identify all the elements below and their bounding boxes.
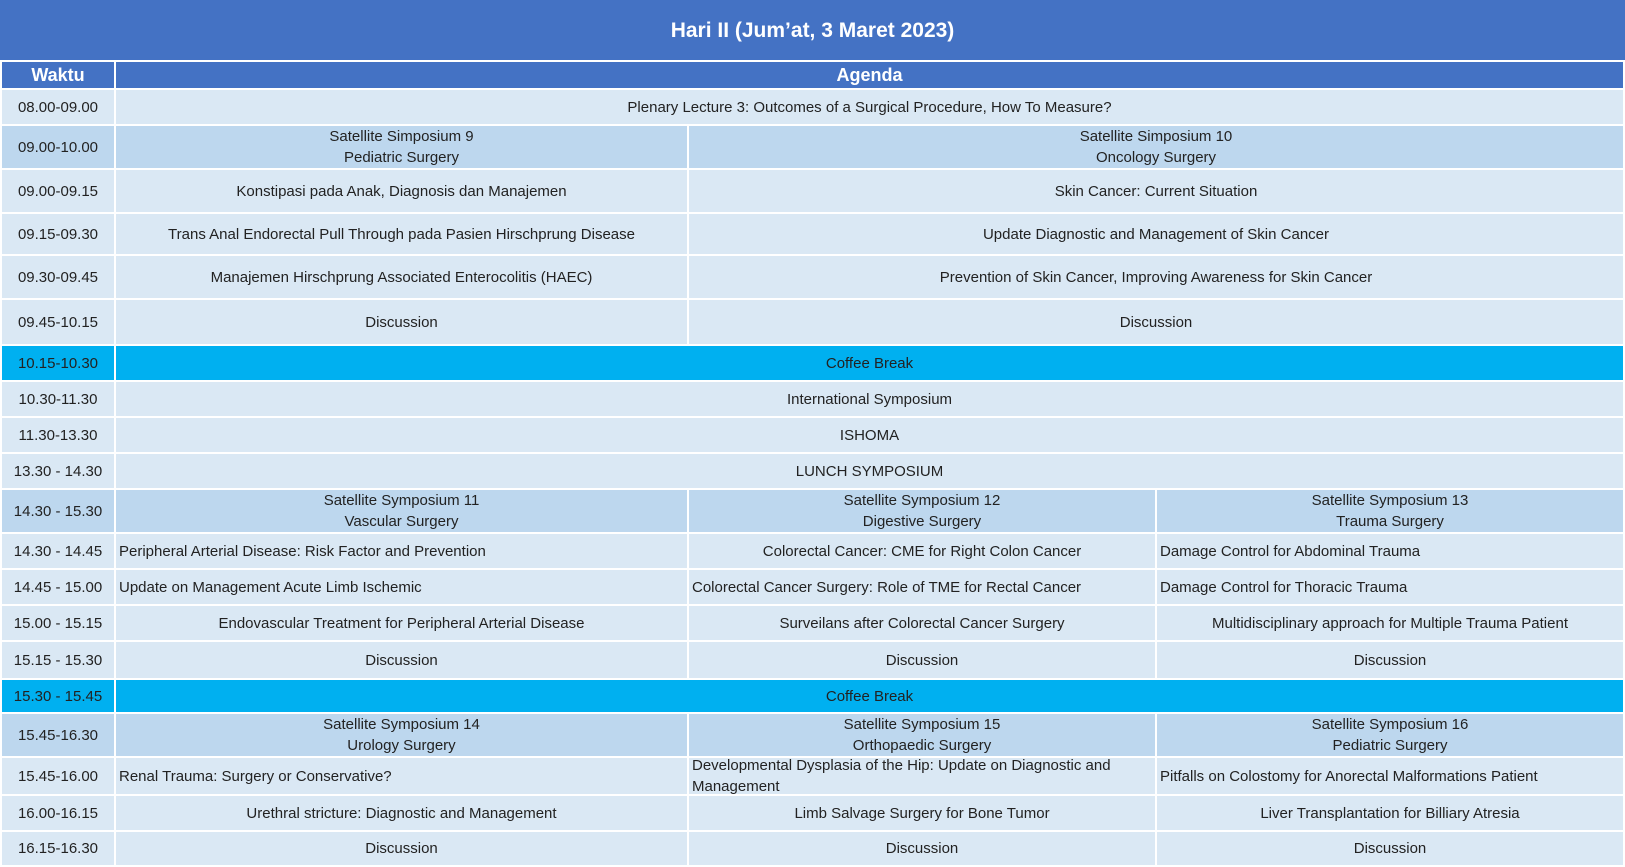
agenda-text: Vascular Surgery	[344, 513, 459, 530]
agenda-text: Limb Salvage Surgery for Bone Tumor	[794, 804, 1050, 822]
time-cell: 09.00-10.00	[2, 126, 114, 168]
agenda-cell	[116, 346, 1623, 380]
agenda-text: Satellite Simposium 9	[329, 128, 474, 145]
time-cell: 13.30 - 14.30	[2, 454, 114, 488]
agenda-text: International Symposium	[786, 390, 953, 408]
agenda-text: Satellite Symposium 15	[843, 716, 1001, 733]
agenda-text: Developmental Dysplasia of the Hip: Update on Diagnostic and Management	[692, 758, 1111, 794]
agenda-cell	[116, 714, 687, 756]
agenda-cell	[116, 454, 1623, 488]
agenda-text: Pitfalls on Colostomy for Anorectal Malformations Patient	[1160, 767, 1538, 785]
agenda-cell	[689, 256, 1623, 298]
agenda-text: Discussion	[1119, 313, 1193, 331]
agenda-cell	[1157, 534, 1623, 568]
agenda-text: Coffee Break	[825, 687, 914, 705]
time-cell: 14.30 - 14.45	[2, 534, 114, 568]
agenda-cell	[1157, 570, 1623, 604]
agenda-cell	[1157, 758, 1623, 794]
agenda-cell	[689, 570, 1155, 604]
header-time: Waktu	[2, 62, 114, 88]
agenda-cell	[116, 832, 687, 865]
agenda-cell	[689, 714, 1155, 756]
agenda-cell	[689, 214, 1623, 254]
agenda-text: Oncology Surgery	[1095, 149, 1217, 166]
time-cell: 15.00 - 15.15	[2, 606, 114, 640]
agenda-cell	[116, 534, 687, 568]
time-cell: 09.45-10.15	[2, 300, 114, 344]
agenda-text: Update Diagnostic and Management of Skin Cancer	[982, 225, 1330, 243]
agenda-cell	[116, 758, 687, 794]
agenda-text: Update on Management Acute Limb Ischemic	[119, 578, 422, 596]
agenda-text: Coffee Break	[825, 354, 914, 372]
agenda-text: Liver Transplantation for Billiary Atresia	[1260, 804, 1520, 822]
agenda-text: Prevention of Skin Cancer, Improving Awareness for Skin Cancer	[939, 268, 1373, 286]
agenda-cell	[116, 642, 687, 678]
agenda-text: Trauma Surgery	[1336, 513, 1444, 530]
agenda-text: Pediatric Surgery	[1332, 737, 1448, 754]
agenda-cell	[116, 214, 687, 254]
agenda-cell	[689, 642, 1155, 678]
header-agenda: Agenda	[116, 62, 1623, 88]
agenda-text: Discussion	[885, 840, 959, 857]
agenda-text: Manajemen Hirschprung Associated Enterocolitis (HAEC)	[210, 268, 593, 286]
agenda-cell	[116, 606, 687, 640]
time-cell: 09.15-09.30	[2, 214, 114, 254]
time-cell: 15.45-16.00	[2, 758, 114, 794]
agenda-text: Colorectal Cancer Surgery: Role of TME for Rectal Cancer	[692, 578, 1082, 596]
agenda-cell	[689, 796, 1155, 830]
agenda-text: Digestive Surgery	[862, 513, 982, 530]
agenda-text: Discussion	[1353, 840, 1427, 857]
time-cell: 15.15 - 15.30	[2, 642, 114, 678]
agenda-text: Endovascular Treatment for Peripheral Arterial Disease	[218, 614, 585, 632]
agenda-cell	[689, 606, 1155, 640]
agenda-cell	[116, 418, 1623, 452]
agenda-text: Surveilans after Colorectal Cancer Surgery	[779, 614, 1065, 632]
agenda-text: Damage Control for Thoracic Trauma	[1160, 578, 1408, 596]
agenda-cell	[1157, 606, 1623, 640]
agenda-cell	[689, 490, 1155, 532]
agenda-cell	[689, 170, 1623, 212]
agenda-cell	[116, 170, 687, 212]
agenda-cell	[116, 300, 687, 344]
agenda-text: LUNCH SYMPOSIUM	[795, 462, 944, 480]
agenda-text: Satellite Symposium 13	[1311, 492, 1469, 509]
agenda-text: ISHOMA	[839, 426, 900, 444]
agenda-cell	[689, 758, 1155, 794]
agenda-text: Skin Cancer: Current Situation	[1054, 182, 1258, 200]
agenda-text: Damage Control for Abdominal Trauma	[1160, 542, 1421, 560]
agenda-text: Trans Anal Endorectal Pull Through pada Pasien Hirschprung Disease	[168, 225, 635, 243]
agenda-text: Urology Surgery	[347, 737, 456, 754]
agenda-cell	[116, 796, 687, 830]
agenda-text: Pediatric Surgery	[343, 149, 460, 166]
agenda-cell	[689, 534, 1155, 568]
agenda-text: Plenary Lecture 3: Outcomes of a Surgical Procedure, How To Measure?	[627, 98, 1112, 116]
agenda-text: Discussion	[365, 840, 438, 857]
agenda-text: Satellite Symposium 14	[323, 716, 480, 733]
time-cell: 10.30-11.30	[2, 382, 114, 416]
agenda-cell	[1157, 490, 1623, 532]
agenda-text: Satellite Symposium 12	[843, 492, 1001, 509]
time-cell: 09.00-09.15	[2, 170, 114, 212]
agenda-text: Satellite Symposium 16	[1311, 716, 1469, 733]
time-cell: 16.15-16.30	[2, 832, 114, 865]
time-cell: 10.15-10.30	[2, 346, 114, 380]
agenda-cell	[1157, 796, 1623, 830]
agenda-cell	[689, 832, 1155, 865]
agenda-cell	[116, 256, 687, 298]
time-cell: 11.30-13.30	[2, 418, 114, 452]
agenda-cell	[116, 126, 687, 168]
agenda-cell	[116, 382, 1623, 416]
time-cell: 09.30-09.45	[2, 256, 114, 298]
agenda-cell	[116, 90, 1623, 124]
agenda-text: Discussion	[885, 651, 959, 669]
agenda-cell	[116, 570, 687, 604]
agenda-text: Urethral stricture: Diagnostic and Management	[246, 804, 557, 822]
agenda-cell	[116, 680, 1623, 712]
agenda-cell	[689, 126, 1623, 168]
agenda-cell	[1157, 832, 1623, 865]
agenda-text: Satellite Symposium 11	[323, 492, 480, 509]
agenda-text: Renal Trauma: Surgery or Conservative?	[119, 767, 392, 785]
time-cell: 15.45-16.30	[2, 714, 114, 756]
time-cell: 14.45 - 15.00	[2, 570, 114, 604]
agenda-cell	[689, 300, 1623, 344]
agenda-cell	[1157, 714, 1623, 756]
time-cell: 14.30 - 15.30	[2, 490, 114, 532]
agenda-text: Colorectal Cancer: CME for Right Colon Cancer	[762, 542, 1082, 560]
agenda-cell	[1157, 642, 1623, 678]
agenda-text: Orthopaedic Surgery	[852, 737, 992, 754]
time-cell: 08.00-09.00	[2, 90, 114, 124]
agenda-text: Discussion	[365, 313, 438, 331]
time-cell: 16.00-16.15	[2, 796, 114, 830]
agenda-cell	[116, 490, 687, 532]
agenda-text: Discussion	[1353, 651, 1427, 669]
agenda-text: Discussion	[365, 651, 438, 669]
time-cell: 15.30 - 15.45	[2, 680, 114, 712]
agenda-text: Multidisciplinary approach for Multiple Trauma Patient	[1212, 614, 1568, 632]
agenda-text: Peripheral Arterial Disease: Risk Factor and Prevention	[119, 542, 486, 560]
agenda-text: Satellite Simposium 10	[1079, 128, 1233, 145]
schedule-title: Hari II (Jum’at, 3 Maret 2023)	[0, 0, 1625, 60]
agenda-text: Konstipasi pada Anak, Diagnosis dan Manajemen	[236, 182, 567, 200]
